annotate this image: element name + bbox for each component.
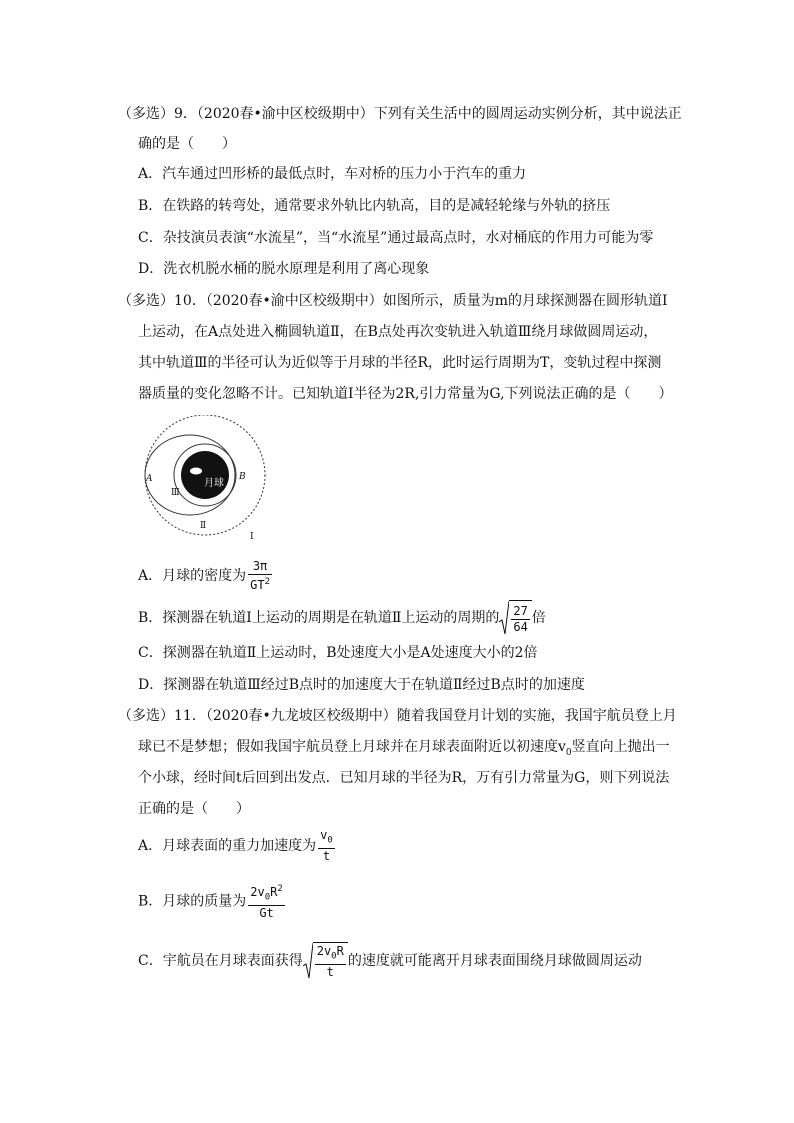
gravity-fraction <box>318 828 335 864</box>
q10-option-d: D．探测器在轨道Ⅲ经过B点时的加速度大于在轨道Ⅱ经过B点时的加速度 <box>138 677 585 693</box>
q11-stem-line2-pre: 球已不是梦想；假如我国宇航员登上月球并在月球表面附近以初速度v <box>138 739 566 755</box>
q10-stem-line4: 器质量的变化忽略不计。已知轨道Ⅰ半径为2R,引力常量为G,下列说法正确的是（ ） <box>138 386 673 402</box>
orbit-diagram <box>140 415 280 545</box>
period-ratio-numerator: 27 <box>513 603 528 618</box>
q11-stem-line3: 个小球，经时间t后回到出发点．已知月球的半径为R，万有引力常量为G，则下列说法 <box>138 770 670 786</box>
orbital-speed-sqrt <box>303 942 348 980</box>
point-b-label: B <box>239 472 246 482</box>
moon-disc <box>181 451 229 499</box>
q11-stem-line4: 正确的是（ ） <box>138 801 250 817</box>
q11-option-c <box>138 942 642 980</box>
period-ratio-fraction <box>511 604 529 635</box>
radical-sign-icon <box>303 942 313 980</box>
density-den-base: GT <box>250 578 265 592</box>
q10-stem-line1: （多选）10．（2020春•渝中区校级期中）如图所示，质量为m的月球探测器在圆形轨道Ⅰ <box>118 293 668 309</box>
q11-option-a <box>138 828 337 864</box>
q10-option-a-text: A．月球的密度为 <box>138 568 247 584</box>
orbital-speed-radicand <box>313 942 348 980</box>
q11-stem-line2-subscript: 0 <box>565 747 572 758</box>
q11-option-c-suffix: 的速度就可能离开月球表面围绕月球做圆周运动 <box>347 953 642 970</box>
mass-num-r: R <box>270 885 278 899</box>
q11-stem-line2 <box>138 737 670 763</box>
q10-option-a <box>138 559 274 593</box>
q9-stem-line2: 确的是（ ） <box>138 136 236 152</box>
gravity-denominator: t <box>322 849 331 864</box>
orbital-speed-denominator: t <box>326 965 334 980</box>
q9-option-c: C．杂技演员表演“水流星”，当“水流星”通过最高点时，水对桶底的作用力可能为零 <box>138 230 654 246</box>
q10-option-b <box>138 600 546 636</box>
q9-option-d: D．洗衣机脱水桶的脱水原理是利用了离心现象 <box>138 261 430 277</box>
q10-stem-line3: 其中轨道Ⅲ的半径可认为近似等于月球的半径R，此时运行周期为T，变轨过程中探测 <box>138 355 662 371</box>
q11-option-b-text: B．月球的质量为 <box>138 893 247 910</box>
mass-num-2v: 2v <box>250 885 265 899</box>
orbital-speed-num-subscript: 0 <box>331 951 337 962</box>
density-numerator: 3π <box>248 559 272 575</box>
moon-highlight <box>190 468 202 475</box>
density-den-exponent: 2 <box>264 577 270 587</box>
orbital-speed-numerator <box>315 944 346 965</box>
q11-stem-line2-post: 竖直向上抛出一 <box>571 739 670 755</box>
density-fraction <box>248 559 272 593</box>
q11-option-c-text: C．宇航员在月球表面获得 <box>138 953 303 970</box>
q11-stem-line1: （多选）11．（2020春•九龙坡区校级期中）随着我国登月计划的实施，我国宇航员登上月 <box>118 708 677 724</box>
mass-fraction <box>248 882 285 921</box>
q11-option-a-text: A．月球表面的重力加速度为 <box>138 838 317 855</box>
period-ratio-denominator: 64 <box>513 619 528 634</box>
mass-denominator: Gt <box>259 906 274 921</box>
q9-option-a: A．汽车通过凹形桥的最低点时，车对桥的压力小于汽车的重力 <box>138 166 527 182</box>
moon-label: 月球 <box>204 478 224 489</box>
orbital-speed-num-r: R <box>336 944 344 958</box>
mass-numerator <box>248 882 285 906</box>
orbit-i-label: Ⅰ <box>250 532 254 542</box>
radical-sign-icon <box>499 600 509 636</box>
orbit-ii-label: Ⅱ <box>200 521 207 531</box>
gravity-num-v: v <box>320 828 328 842</box>
q10-option-b-suffix: 倍 <box>531 610 546 626</box>
gravity-num-subscript: 0 <box>327 835 333 846</box>
orbit-iii-label: Ⅲ <box>171 488 180 498</box>
point-a-label: A <box>146 474 153 484</box>
q9-stem-line1: （多选）9．（2020春•渝中区校级期中）下列有关生活中的圆周运动实例分析，其中说法正 <box>118 106 682 122</box>
mass-num-exponent: 2 <box>277 884 283 894</box>
q9-option-b: B．在铁路的转弯处，通常要求外轨比内轨高，目的是减轻轮缘与外轨的挤压 <box>138 198 611 214</box>
q10-option-b-text: B．探测器在轨道Ⅰ上运动的周期是在轨道Ⅱ上运动的周期的 <box>138 610 500 626</box>
density-denominator <box>248 575 272 593</box>
period-ratio-sqrt <box>499 600 531 636</box>
orbital-speed-num-2v: 2v <box>316 944 332 958</box>
mass-num-subscript: 0 <box>264 892 271 903</box>
gravity-numerator <box>318 828 335 849</box>
q10-option-c: C．探测器在轨道Ⅱ上运动时，B处速度大小是A处速度大小的2倍 <box>138 645 538 661</box>
period-ratio-radicand <box>509 600 531 636</box>
orbital-speed-fraction <box>315 944 346 980</box>
q11-option-b <box>138 882 287 921</box>
q10-stem-line2: 上运动，在A点处进入椭圆轨道Ⅱ，在B点处再次变轨进入轨道Ⅲ绕月球做圆周运动， <box>138 324 658 340</box>
